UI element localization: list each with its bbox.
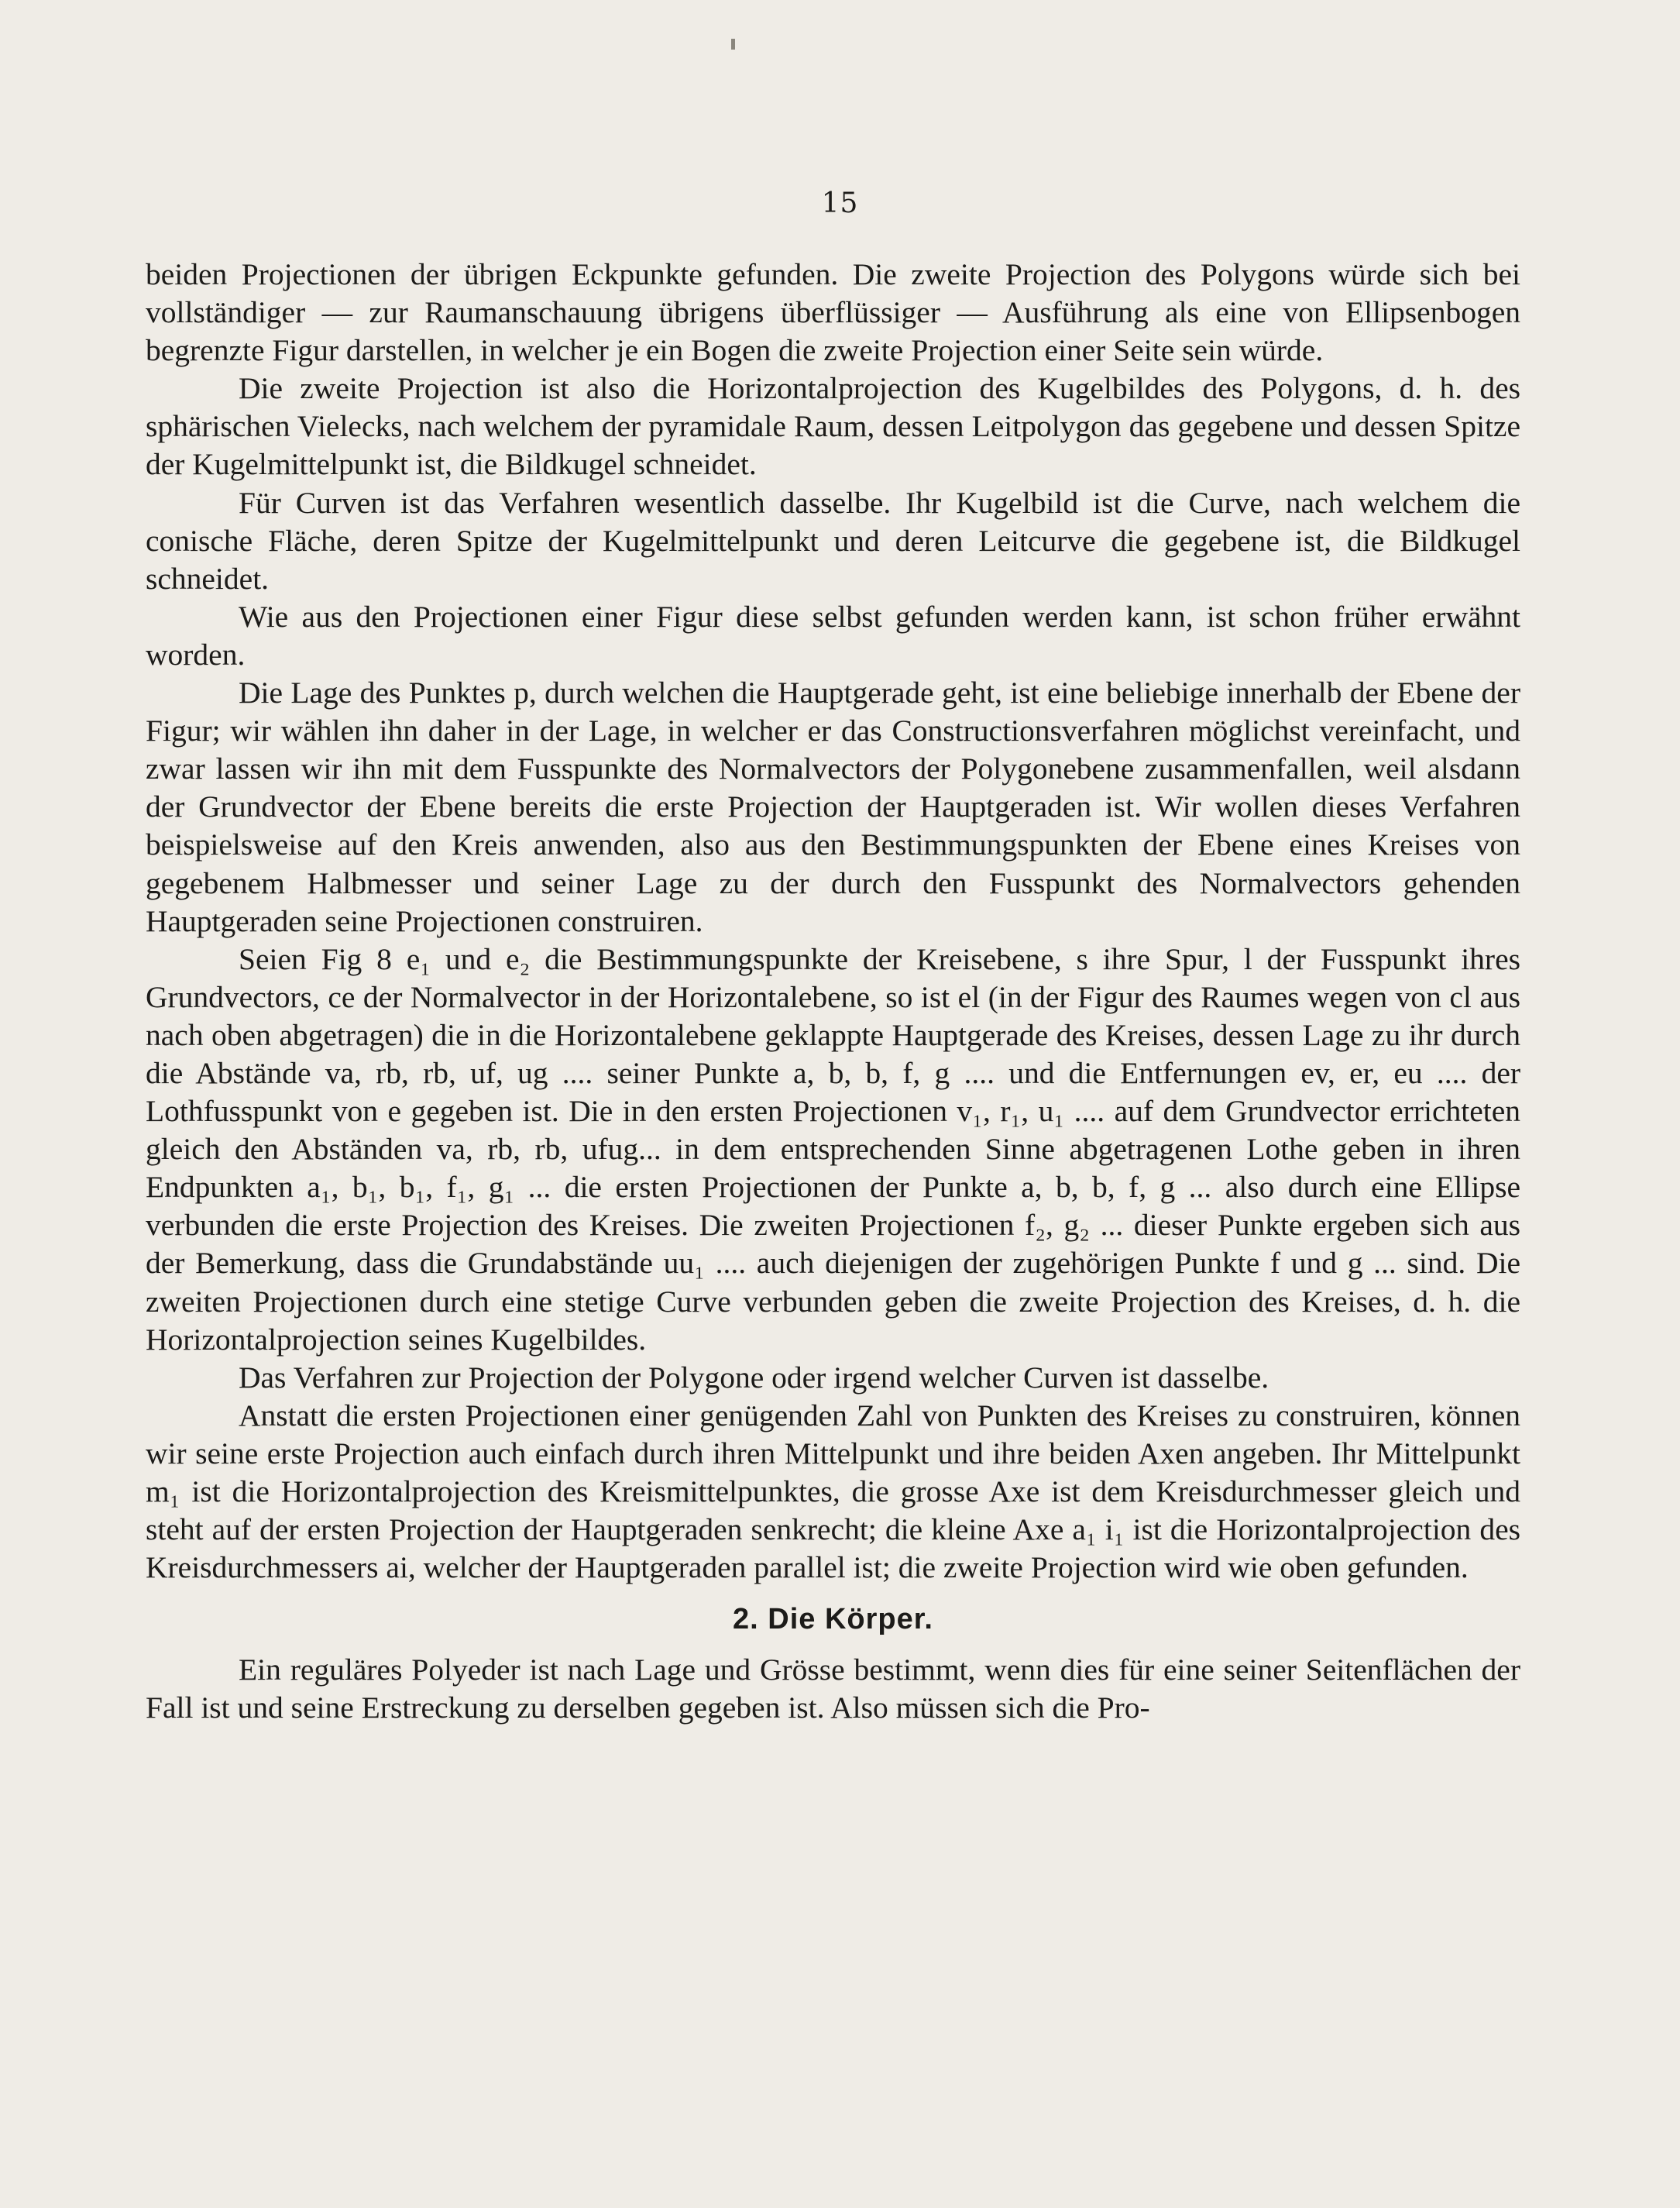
paragraph-polyhedron: Ein reguläres Polyeder ist nach Lage und Grösse bestimmt, wenn dies für eine seiner Seitenflächen der Fall ist und seine Erstreckung zu derselben gegeben ist. Also müssen sich die Pro- (146, 1653, 1520, 1725)
page-number: 15 (821, 187, 859, 219)
paragraph-same-procedure: Das Verfahren zur Projection der Polygone oder irgend welcher Curven ist dasselbe. (239, 1360, 1269, 1395)
paragraph-second-projection: Die zweite Projection ist also die Horizontalprojection des Kugelbildes des Polygons, d. h. des sphärischen Vielecks, nach welchem der pyramidale Raum, dessen Leitpolygon das gegebene und dessen Spitze der Kugelmittelpunkt ist, die Bildkugel schneidet. (146, 371, 1520, 482)
body-text (146, 256, 1520, 1728)
paragraph-continuation: beiden Projectionen der übrigen Eckpunkte gefunden. Die zweite Projection des Polygons würde sich bei vollständiger — zur Raumanschauung übrigens überflüssiger — Ausführung als eine von Ellipsenbogen begrenzte Figur darstellen, in welcher je ein Bogen die zweite Projection einer Seite sein würde. (146, 257, 1520, 368)
section-heading: 2. Die Körper. (733, 1603, 933, 1636)
paragraph-curves: Für Curven ist das Verfahren wesentlich dasselbe. Ihr Kugelbild ist die Curve, nach welchem die conische Fläche, deren Spitze der Kugelmittelpunkt und deren Leitcurve die gegebene ist, die Bildkugel schneidet. (146, 485, 1520, 596)
paragraph-circle-construction: Seien Fig 8 e₁ und e₂ die Bestimmungspunkte der Kreisebene, s ihre Spur, l der Fusspunkt ihres Grundvectors, ce der Normalvector in der Horizontalebene, so ist el (in der Figur des Raumes wegen von cl aus nach oben abgetragen) die in die Horizontalebene geklappte Hauptgerade des Kreises, dessen Lage zu ihr durch die Abstände va, rb, rb, uf, ug .... seiner Punkte a, b, b, f, g .... und die Entfernungen ev, er, eu .... der Lothfusspunkt von e gegeben ist. Die in den ersten Projectionen v₁, r₁, u₁ .... auf dem Grundvector errichteten gleich den Abständen va, rb, rb, ufug... in dem entsprechenden Sinne abgetragenen Lothe geben in ihren Endpunkten a₁, b₁, b₁, f₁, g₁ ... die ersten Projectionen der Punkte a, b, b, f, g ... also durch eine Ellipse verbunden die erste Projection des Kreises. Die zweiten Projectionen f₂, g₂ ... dieser Punkte ergeben sich aus der Bemerkung, dass die Grundabstände uu₁ .... auch diejenigen der zugehörigen Punkte f und g ... sind. Die zweiten Projectionen durch eine stetige Curve verbunden geben die zweite Projection des Kreises, d. h. die Horizontalprojection seines Kugelbildes. (146, 941, 1520, 1357)
paragraph-axes: Anstatt die ersten Projectionen einer genügenden Zahl von Punkten des Kreises zu construiren, können wir seine erste Projection auch einfach durch ihren Mittelpunkt und ihre beiden Axen angeben. Ihr Mittelpunkt m₁ ist die Horizontalprojection des Kreismittelpunktes, die grosse Axe ist dem Kreisdurchmesser gleich und steht auf der ersten Projection der Hauptgeraden senkrecht; die kleine Axe a₁ i₁ ist die Horizontalprojection des Kreisdurchmessers ai, welcher der Hauptgeraden parallel ist; die zweite Projection wird wie oben gefunden. (146, 1398, 1520, 1585)
scan-speck (731, 39, 735, 50)
paragraph-point-position: Die Lage des Punktes p, durch welchen die Hauptgerade geht, ist eine beliebige innerhalb der Ebene der Figur; wir wählen ihn daher in der Lage, in welcher er das Constructionsverfahren möglichst vereinfacht, und zwar lassen wir ihn mit dem Fusspunkte des Normalvectors der Polygonebene zusammenfallen, weil alsdann der Grundvector der Ebene bereits die erste Projection der Hauptgeraden ist. Wir wollen dieses Verfahren beispielsweise auf den Kreis anwenden, also aus den Bestimmungspunkten der Ebene eines Kreises von gegebenem Halbmesser und seiner Lage zu der durch den Fusspunkt des Normalvectors gehenden Hauptgeraden seine Projectionen construiren. (146, 676, 1520, 938)
paragraph-figure-from-projections: Wie aus den Projectionen einer Figur diese selbst gefunden werden kann, ist schon früher erwähnt worden. (146, 599, 1520, 672)
